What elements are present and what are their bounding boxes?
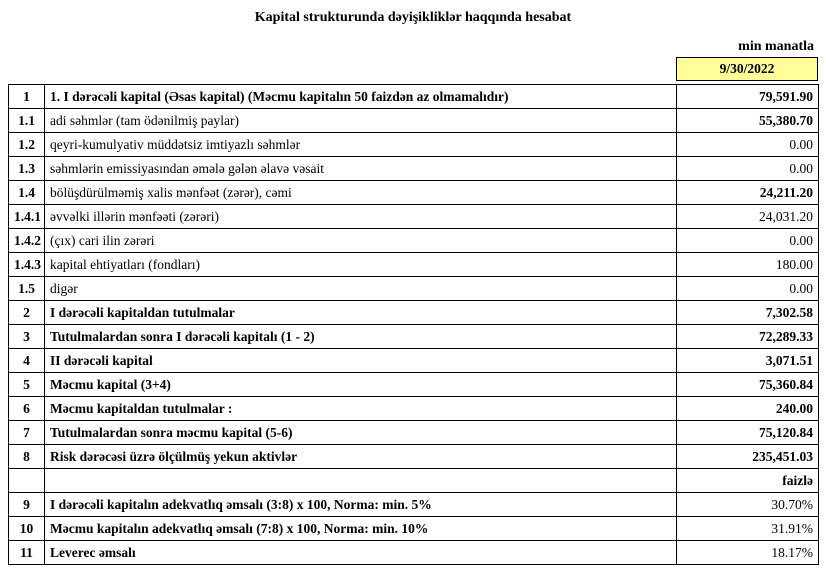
table-row: [9, 493, 819, 517]
row-label-cell: 1. I dərəcəli kapital (Əsas kapital) (Məcmu kapitalın 50 faizdən az olmamalıdır): [45, 85, 677, 109]
row-number-cell: 7: [9, 421, 45, 445]
table-row: [9, 181, 819, 205]
row-number-cell: 1.1: [9, 109, 45, 133]
row-label-cell: adi səhmlər (tam ödənilmiş paylar): [45, 109, 677, 133]
row-number-cell: 5: [9, 373, 45, 397]
row-number-cell: 4: [9, 349, 45, 373]
table-row: [9, 325, 819, 349]
row-label-cell: I dərəcəli kapitaldan tutulmalar: [45, 301, 677, 325]
table-row: [9, 205, 819, 229]
table-row: [9, 397, 819, 421]
row-number-cell: 8: [9, 445, 45, 469]
row-number-cell: 1.4.1: [9, 205, 45, 229]
row-value-cell: 18.17%: [677, 541, 819, 565]
row-value-cell: faizlə: [677, 469, 819, 493]
table-row: [9, 157, 819, 181]
page-title: Kapital strukturunda dəyişikliklər haqqında hesabat: [254, 10, 572, 25]
row-value-cell: 240.00: [677, 397, 819, 421]
table-row: [9, 373, 819, 397]
row-value-cell: 79,591.90: [677, 85, 819, 109]
row-number-cell: 6: [9, 397, 45, 421]
row-number-cell: 1.4.3: [9, 253, 45, 277]
row-value-cell: 24,031.20: [677, 205, 819, 229]
table-row: [9, 301, 819, 325]
table-row: [9, 85, 819, 109]
row-value-cell: 235,451.03: [677, 445, 819, 469]
row-label-cell: bölüşdürülməmiş xalis mənfəət (zərər), cəmi: [45, 181, 677, 205]
table-row: [9, 133, 819, 157]
row-number-cell: 1.4.2: [9, 229, 45, 253]
row-value-cell: 7,302.58: [677, 301, 819, 325]
row-value-cell: 75,360.84: [677, 373, 819, 397]
row-number-cell: 1.3: [9, 157, 45, 181]
row-label-cell: əvvəlki illərin mənfəəti (zərəri): [45, 205, 677, 229]
row-number-cell: [9, 469, 45, 493]
table-row: [9, 517, 819, 541]
table-row: [9, 253, 819, 277]
row-number-cell: 9: [9, 493, 45, 517]
row-number-cell: 1.5: [9, 277, 45, 301]
row-number-cell: 1.4: [9, 181, 45, 205]
row-label-cell: Tutulmalardan sonra məcmu kapital (5-6): [45, 421, 677, 445]
row-number-cell: 3: [9, 325, 45, 349]
row-number-cell: 1.2: [9, 133, 45, 157]
row-label-cell: səhmlərin emissiyasından əmələ gələn əlavə vəsait: [45, 157, 677, 181]
row-value-cell: 0.00: [677, 229, 819, 253]
row-value-cell: 3,071.51: [677, 349, 819, 373]
table-row: [9, 421, 819, 445]
table-row: [9, 109, 819, 133]
table-row: [9, 469, 819, 493]
table-body: [9, 85, 819, 565]
row-value-cell: 72,289.33: [677, 325, 819, 349]
table-row: [9, 445, 819, 469]
table-row: [9, 349, 819, 373]
row-value-cell: 0.00: [677, 133, 819, 157]
row-label-cell: (çıx) cari ilin zərəri: [45, 229, 677, 253]
table-row: [9, 229, 819, 253]
row-label-cell: Məcmu kapitalın adekvatlıq əmsalı (7:8) x 100, Norma: min. 10%: [45, 517, 677, 541]
row-label-cell: [45, 469, 677, 493]
row-value-cell: 31.91%: [677, 517, 819, 541]
row-value-cell: 55,380.70: [677, 109, 819, 133]
date-header-cell: 9/30/2022: [676, 57, 818, 81]
row-value-cell: 75,120.84: [677, 421, 819, 445]
row-label-cell: Leverec əmsalı: [45, 541, 677, 565]
row-number-cell: 2: [9, 301, 45, 325]
row-value-cell: 0.00: [677, 157, 819, 181]
row-label-cell: Məcmu kapitaldan tutulmalar :: [45, 397, 677, 421]
row-label-cell: II dərəcəli kapital: [45, 349, 677, 373]
row-label-cell: I dərəcəli kapitalın adekvatlıq əmsalı (3:8) x 100, Norma: min. 5%: [45, 493, 677, 517]
row-value-cell: 24,211.20: [677, 181, 819, 205]
row-label-cell: Tutulmalardan sonra I dərəcəli kapitalı (1 - 2): [45, 325, 677, 349]
row-value-cell: 30.70%: [677, 493, 819, 517]
row-label-cell: Risk dərəcəsi üzrə ölçülmüş yekun aktivlər: [45, 445, 677, 469]
row-label-cell: qeyri-kumulyativ müddətsiz imtiyazlı səhmlər: [45, 133, 677, 157]
row-number-cell: 1: [9, 85, 45, 109]
row-value-cell: 0.00: [677, 277, 819, 301]
table-row: [9, 277, 819, 301]
row-number-cell: 10: [9, 517, 45, 541]
unit-label: min manatla: [738, 39, 814, 54]
row-value-cell: 180.00: [677, 253, 819, 277]
row-label-cell: digər: [45, 277, 677, 301]
row-number-cell: 11: [9, 541, 45, 565]
table-row: [9, 541, 819, 565]
capital-structure-table: [8, 84, 819, 565]
row-label-cell: Məcmu kapital (3+4): [45, 373, 677, 397]
row-label-cell: kapital ehtiyatları (fondları): [45, 253, 677, 277]
